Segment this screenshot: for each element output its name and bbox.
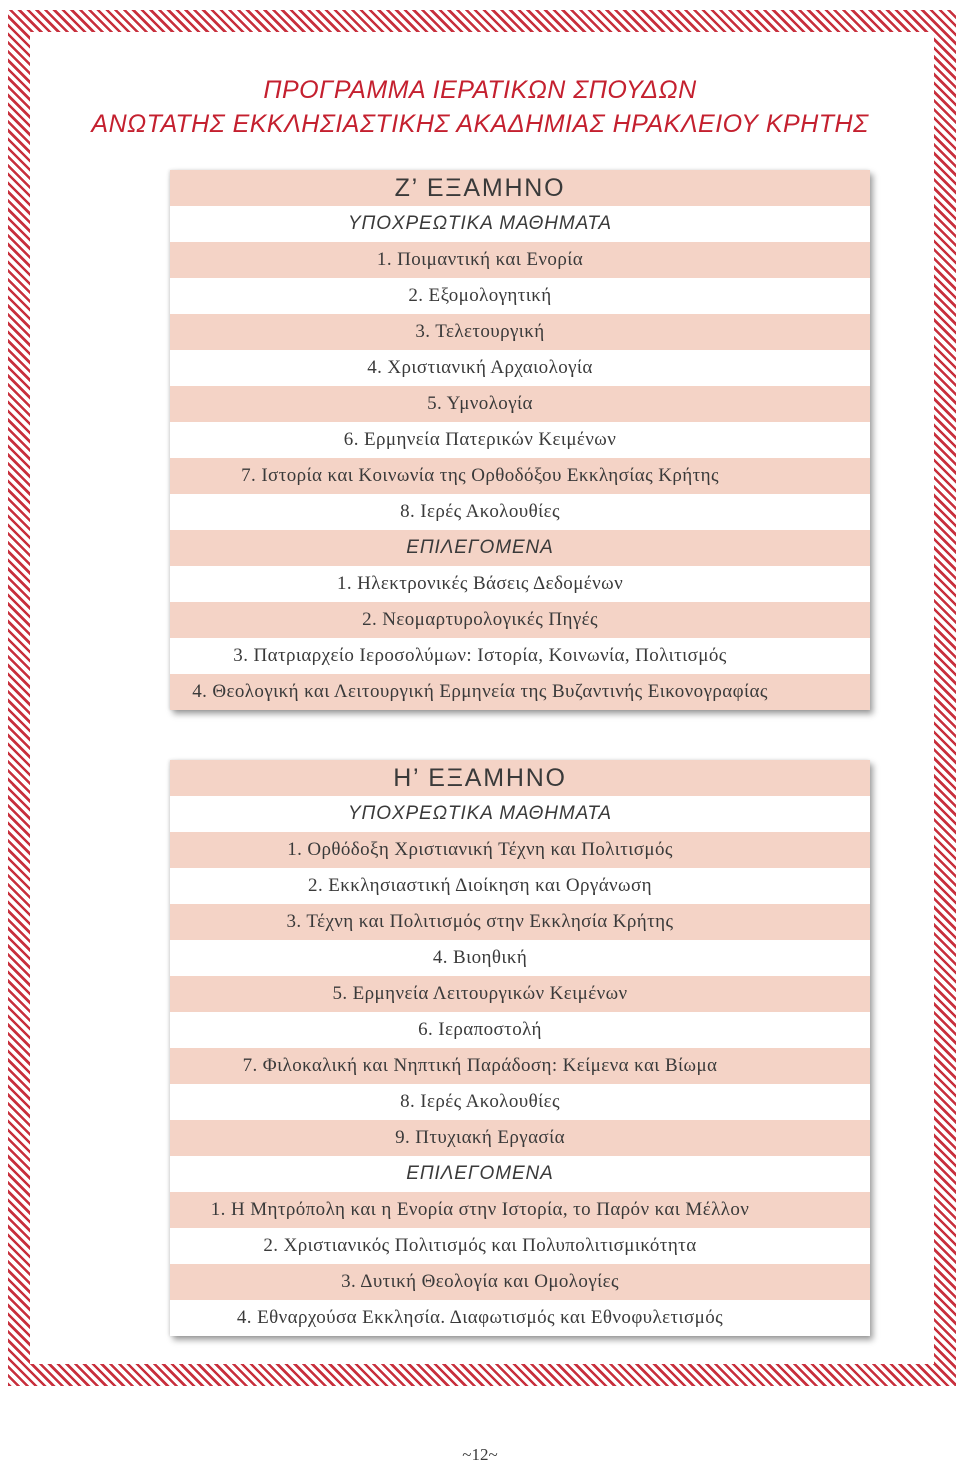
document-title-line-2: ΑΝΩΤΑΤΗΣ ΕΚΚΛΗΣΙΑΣΤΙΚΗΣ ΑΚΑΔΗΜΙΑΣ ΗΡΑΚΛΕΙΟΥ ΚΡΗΤΗΣ <box>91 110 869 138</box>
course-name: 8. Ιερές Ακολουθίες <box>400 501 560 522</box>
course-name: 3. Τελετουργική <box>415 321 545 342</box>
elective-label-row <box>170 530 870 566</box>
course-name: 6. Ιεραποστολή <box>418 1019 542 1040</box>
course-name: 6. Ερμηνεία Πατερικών Κειμένων <box>343 429 617 450</box>
elective-row <box>170 602 870 638</box>
course-name: 8. Ιερές Ακολουθίες <box>400 1091 560 1112</box>
course-row <box>170 386 870 422</box>
elective-row <box>170 1264 870 1300</box>
semester-heading-row <box>170 760 870 796</box>
course-name: 4. Θεολογική και Λειτουργική Ερμηνεία της Βυζαντινής Εικονογραφίας <box>192 681 768 702</box>
course-row <box>170 868 870 904</box>
elective-row <box>170 566 870 602</box>
course-name: 2. Νεομαρτυρολογικές Πηγές <box>362 609 598 630</box>
course-name: 3. Τέχνη και Πολιτισμός στην Εκκλησία Κρήτης <box>286 911 674 932</box>
document-title-line-1: ΠΡΟΓΡΑΜΜΑ ΙΕΡΑΤΙΚΩΝ ΣΠΟΥΔΩΝ <box>263 76 697 104</box>
elective-courses-label: ΕΠΙΛΕΓΟΜΕΝΑ <box>406 1163 554 1184</box>
course-name: 5. Υμνολογία <box>427 393 533 414</box>
course-row <box>170 494 870 530</box>
course-name: 1. Ποιμαντική και Ενορία <box>376 249 584 270</box>
semester-8-panel <box>170 760 870 1336</box>
elective-row <box>170 638 870 674</box>
elective-row <box>170 1300 870 1336</box>
elective-row <box>170 674 870 710</box>
course-row <box>170 350 870 386</box>
elective-label-row <box>170 1156 870 1192</box>
course-name: 1. Ορθόδοξη Χριστιανική Τέχνη και Πολιτισμός <box>287 839 673 860</box>
course-name: 5. Ερμηνεία Λειτουργικών Κειμένων <box>332 983 628 1004</box>
semester-heading: Η’ ΕΞΑΜΗΝΟ <box>393 764 567 792</box>
course-row <box>170 976 870 1012</box>
course-name: 4. Βιοηθική <box>432 947 528 968</box>
course-name: 7. Ιστορία και Κοινωνία της Ορθοδόξου Εκκλησίας Κρήτης <box>241 465 719 486</box>
elective-row <box>170 1228 870 1264</box>
required-courses-label: ΥΠΟΧΡΕΩΤΙΚΑ ΜΑΘΗΜΑΤΑ <box>347 213 613 234</box>
course-name: 7. Φιλοκαλική και Νηπτική Παράδοση: Κείμενα και Βίωμα <box>242 1055 718 1076</box>
course-row <box>170 1084 870 1120</box>
course-name: 2. Εκκλησιαστική Διοίκηση και Οργάνωση <box>308 875 652 896</box>
required-courses-label: ΥΠΟΧΡΕΩΤΙΚΑ ΜΑΘΗΜΑΤΑ <box>347 803 613 824</box>
course-name: 4. Εθναρχούσα Εκκλησία. Διαφωτισμός και Εθνοφυλετισμός <box>236 1307 724 1328</box>
course-name: 3. Δυτική Θεολογία και Ομολογίες <box>341 1271 619 1292</box>
course-name: 1. Η Μητρόπολη και η Ενορία στην Ιστορία, το Παρόν και Μέλλον <box>210 1199 750 1220</box>
course-row <box>170 458 870 494</box>
course-name: 2. Εξομολογητική <box>408 285 552 306</box>
course-row <box>170 1120 870 1156</box>
semester-7-panel <box>170 170 870 710</box>
elective-courses-label: ΕΠΙΛΕΓΟΜΕΝΑ <box>406 537 554 558</box>
required-label-row <box>170 206 870 242</box>
course-name: 3. Πατριαρχείο Ιεροσολύμων: Ιστορία, Κοινωνία, Πολιτισμός <box>233 645 727 666</box>
course-name: 2. Χριστιανικός Πολιτισμός και Πολυπολιτισμικότητα <box>263 1235 697 1256</box>
required-label-row <box>170 796 870 832</box>
page-number: ~12~ <box>462 1445 498 1464</box>
course-row <box>170 940 870 976</box>
course-row <box>170 904 870 940</box>
course-name: 9. Πτυχιακή Εργασία <box>395 1127 565 1148</box>
course-row <box>170 1012 870 1048</box>
elective-row <box>170 1192 870 1228</box>
semester-heading: Ζ’ ΕΞΑΜΗΝΟ <box>394 174 566 202</box>
semester-heading-row <box>170 170 870 206</box>
course-name: 1. Ηλεκτρονικές Βάσεις Δεδομένων <box>336 573 624 594</box>
course-row <box>170 832 870 868</box>
course-row <box>170 242 870 278</box>
course-row <box>170 278 870 314</box>
course-name: 4. Χριστιανική Αρχαιολογία <box>367 357 593 378</box>
course-row <box>170 1048 870 1084</box>
course-row <box>170 422 870 458</box>
course-row <box>170 314 870 350</box>
